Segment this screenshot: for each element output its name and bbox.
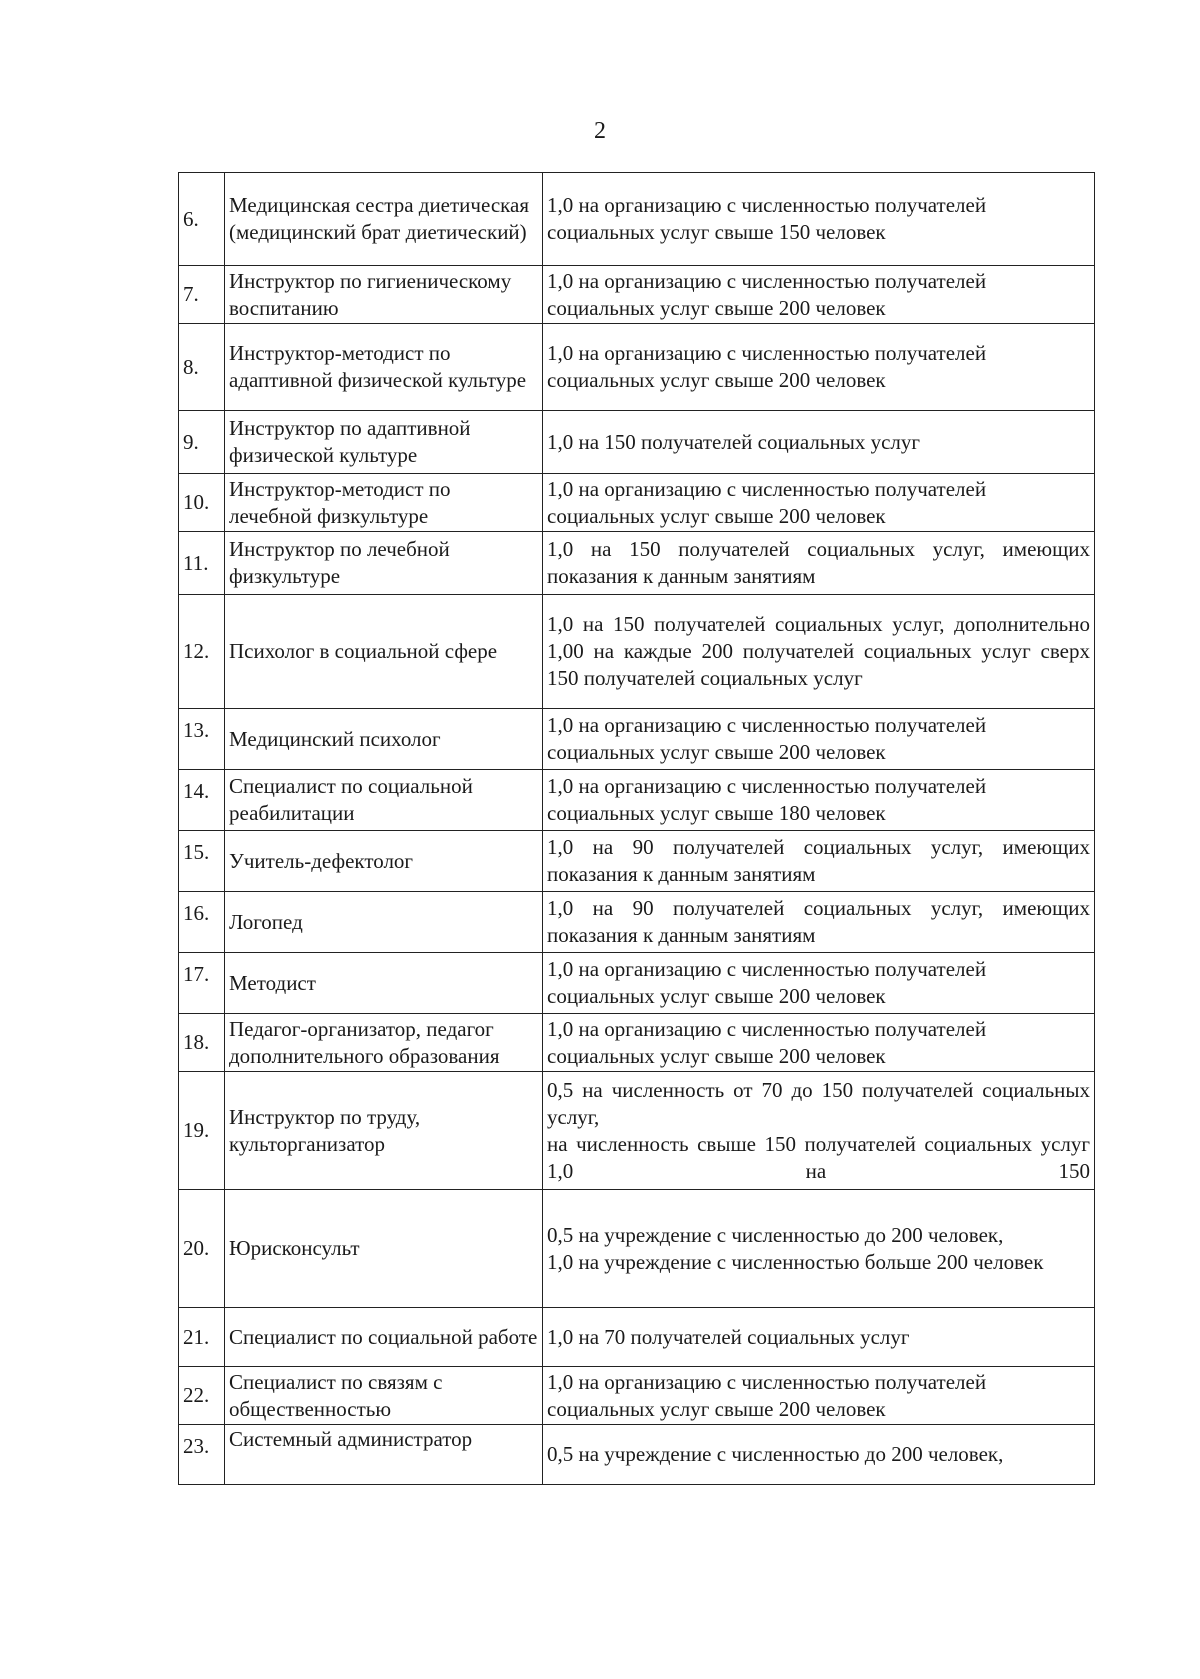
row-number: 11. <box>179 532 225 595</box>
row-number: 20. <box>179 1190 225 1308</box>
position-title: Инструктор по лечебной физкультуре <box>225 532 543 595</box>
position-title: Логопед <box>225 892 543 953</box>
table-row <box>179 1308 1095 1367</box>
row-number: 10. <box>179 474 225 532</box>
row-number: 21. <box>179 1308 225 1367</box>
row-number: 9. <box>179 411 225 474</box>
position-title: Специалист по социальной работе <box>225 1308 543 1367</box>
table-row <box>179 1190 1095 1308</box>
row-number: 12. <box>179 595 225 709</box>
staffing-norm: 1,0 на организацию с численностью получателей социальных услуг свыше 200 человек <box>543 1014 1095 1072</box>
position-title: Инструктор по гигиеническому воспитанию <box>225 266 543 324</box>
table-row <box>179 953 1095 1014</box>
table-row <box>179 324 1095 411</box>
staffing-norm: 0,5 на учреждение с численностью до 200 человек, <box>543 1425 1095 1485</box>
table-row <box>179 1072 1095 1190</box>
row-number: 6. <box>179 173 225 266</box>
table-row <box>179 770 1095 831</box>
table-row <box>179 892 1095 953</box>
row-number: 14. <box>179 770 225 831</box>
staffing-norm <box>543 1190 1095 1308</box>
position-title: Медицинская сестра диетическая (медицинский брат диетический) <box>225 173 543 266</box>
row-number: 18. <box>179 1014 225 1072</box>
norm-line: на численность свыше 150 получателей социальных услуг 1,0 на 150 <box>547 1131 1090 1183</box>
table-row <box>179 831 1095 892</box>
table-row <box>179 1425 1095 1485</box>
staffing-norm: 1,0 на 150 получателей социальных услуг, имеющих показания к данным занятиям <box>543 532 1095 595</box>
staffing-norm: 1,0 на организацию с численностью получателей социальных услуг свыше 200 человек <box>543 266 1095 324</box>
row-number: 8. <box>179 324 225 411</box>
staffing-norm: 1,0 на 70 получателей социальных услуг <box>543 1308 1095 1367</box>
norm-line: 1,0 на учреждение с численностью больше 200 человек <box>547 1249 1044 1274</box>
table-row <box>179 266 1095 324</box>
table-row <box>179 1014 1095 1072</box>
staffing-norm: 1,0 на организацию с численностью получателей социальных услуг свыше 200 человек <box>543 953 1095 1014</box>
position-title: Системный администратор <box>225 1425 543 1485</box>
staffing-norm: 1,0 на организацию с численностью получателей социальных услуг свыше 200 человек <box>543 709 1095 770</box>
position-title: Инструктор по адаптивной физической культуре <box>225 411 543 474</box>
row-number: 19. <box>179 1072 225 1190</box>
staffing-norm: 1,0 на 150 получателей социальных услуг <box>543 411 1095 474</box>
page-number: 2 <box>594 118 606 144</box>
table-row <box>179 474 1095 532</box>
staffing-norm: 1,0 на организацию с численностью получателей социальных услуг свыше 180 человек <box>543 770 1095 831</box>
position-title: Инструктор по труду, культорганизатор <box>225 1072 543 1190</box>
staffing-norm: 1,0 на 150 получателей социальных услуг, дополнительно 1,00 на каждые 200 получателей социальных услуг сверх 150 получателей социальных услуг <box>543 595 1095 709</box>
position-title: Методист <box>225 953 543 1014</box>
staffing-norm: 1,0 на организацию с численностью получателей социальных услуг свыше 200 человек <box>543 1367 1095 1425</box>
position-title: Инструктор-методист по адаптивной физической культуре <box>225 324 543 411</box>
table-row <box>179 595 1095 709</box>
position-title: Инструктор-методист по лечебной физкультуре <box>225 474 543 532</box>
row-number: 15. <box>179 831 225 892</box>
staffing-norm: 1,0 на 90 получателей социальных услуг, имеющих показания к данным занятиям <box>543 892 1095 953</box>
staffing-norms-table <box>178 172 1095 1485</box>
row-number: 16. <box>179 892 225 953</box>
position-title: Медицинский психолог <box>225 709 543 770</box>
table-row <box>179 173 1095 266</box>
position-title: Юрисконсульт <box>225 1190 543 1308</box>
row-number: 13. <box>179 709 225 770</box>
position-title: Педагог-организатор, педагог дополнительного образования <box>225 1014 543 1072</box>
table-row <box>179 532 1095 595</box>
staffing-norm <box>543 1072 1095 1190</box>
table-row <box>179 709 1095 770</box>
table-row <box>179 411 1095 474</box>
position-title: Учитель-дефектолог <box>225 831 543 892</box>
position-title: Специалист по связям с общественностью <box>225 1367 543 1425</box>
table-row <box>179 1367 1095 1425</box>
row-number: 7. <box>179 266 225 324</box>
staffing-norm: 1,0 на организацию с численностью получателей социальных услуг свыше 150 человек <box>543 173 1095 266</box>
staffing-norm: 1,0 на 90 получателей социальных услуг, имеющих показания к данным занятиям <box>543 831 1095 892</box>
staffing-norm: 1,0 на организацию с численностью получателей социальных услуг свыше 200 человек <box>543 324 1095 411</box>
position-title: Специалист по социальной реабилитации <box>225 770 543 831</box>
row-number: 22. <box>179 1367 225 1425</box>
staffing-norm: 1,0 на организацию с численностью получателей социальных услуг свыше 200 человек <box>543 474 1095 532</box>
position-title: Психолог в социальной сфере <box>225 595 543 709</box>
row-number: 23. <box>179 1425 225 1485</box>
norm-line: 0,5 на учреждение с численностью до 200 человек, <box>547 1222 1004 1247</box>
row-number: 17. <box>179 953 225 1014</box>
norm-line: 0,5 на численность от 70 до 150 получателей социальных услуг, <box>547 1077 1090 1129</box>
